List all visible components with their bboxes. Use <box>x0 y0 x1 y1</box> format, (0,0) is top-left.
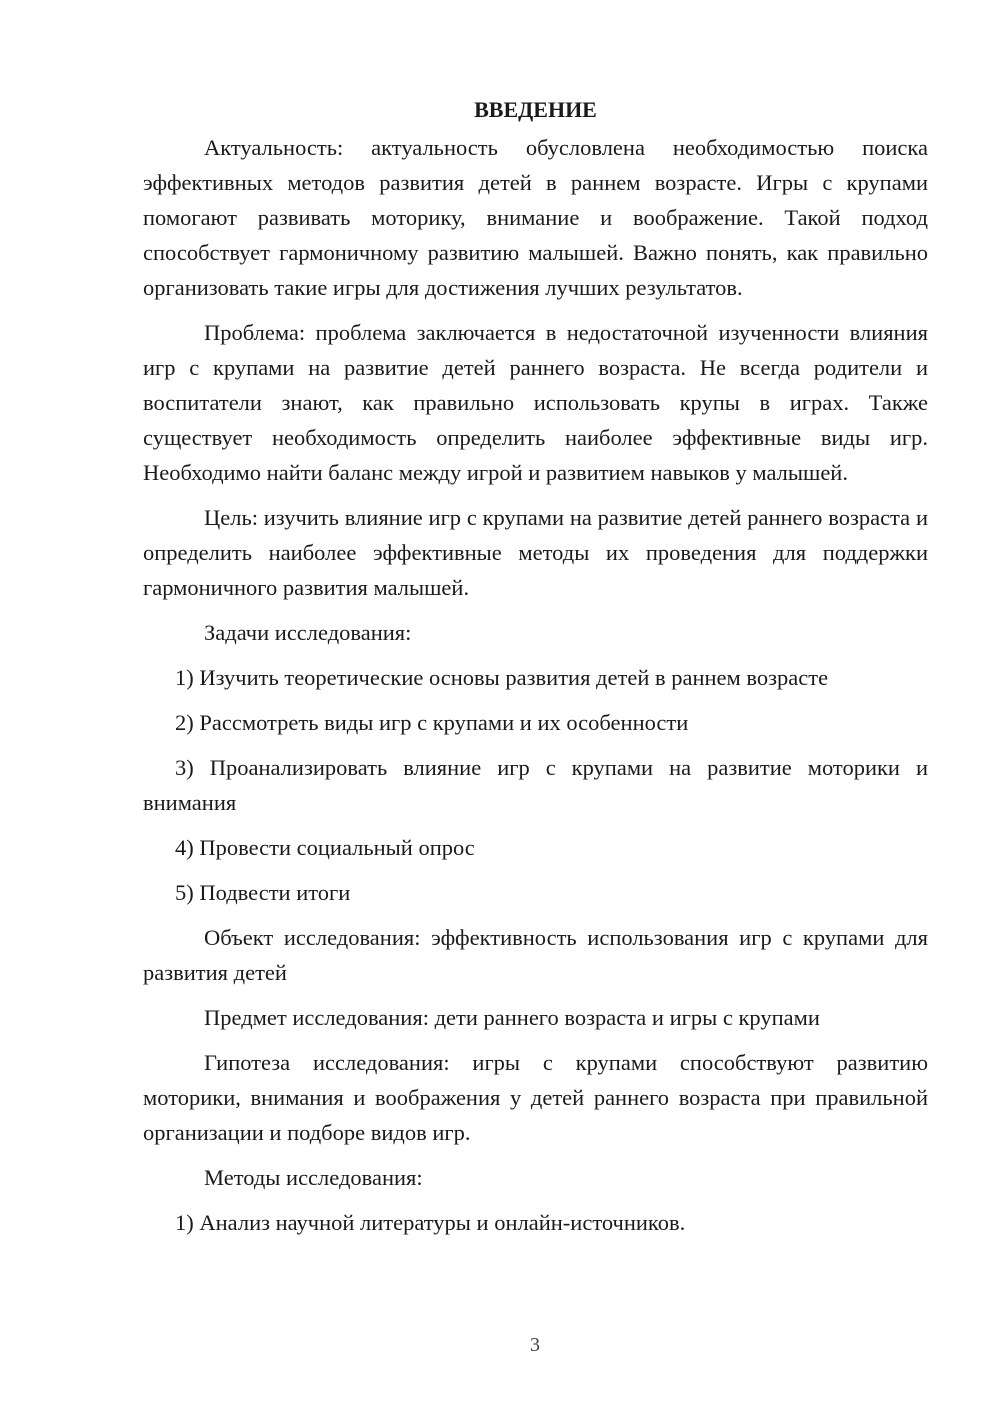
task-item-5: 5) Подвести итоги <box>175 880 351 905</box>
problem-paragraph: Проблема: проблема заключается в недостаточной изученности влияния игр с крупами на развитие детей раннего возраста. Не всегда родители и воспитатели знают, как правильно использовать крупы в играх. Также существует необходимость определить наиболее эффективные виды игр. Необходимо найти баланс между игрой и развитием навыков у малышей. <box>143 320 928 485</box>
goal-paragraph: Цель: изучить влияние игр с крупами на развитие детей раннего возраста и определить наиболее эффективные методы их проведения для поддержки гармоничного развития малышей. <box>143 505 928 600</box>
methods-heading: Методы исследования: <box>204 1165 423 1190</box>
task-item-4: 4) Провести социальный опрос <box>175 835 475 860</box>
object-paragraph: Объект исследования: эффективность использования игр с крупами для развития детей <box>143 925 928 985</box>
subject-paragraph: Предмет исследования: дети раннего возраста и игры с крупами <box>204 1005 820 1030</box>
task-item-1: 1) Изучить теоретические основы развития детей в раннем возрасте <box>175 665 829 690</box>
section-title: ВВЕДЕНИЕ <box>474 97 597 122</box>
relevance-paragraph: Актуальность: актуальность обусловлена необходимостью поиска эффективных методов развития детей в раннем возрасте. Игры с крупами помогают развивать моторику, внимание и воображение. Такой подход способствует гармоничному развитию малышей. Важно понять, как правильно организовать такие игры для достижения лучших результатов. <box>143 135 928 300</box>
task-item-2: 2) Рассмотреть виды игр с крупами и их особенности <box>175 710 689 735</box>
hypothesis-paragraph: Гипотеза исследования: игры с крупами способствуют развитию моторики, внимания и воображения у детей раннего возраста при правильной организации и подборе видов игр. <box>143 1050 928 1145</box>
document-page <box>143 92 928 1250</box>
tasks-heading: Задачи исследования: <box>204 620 412 645</box>
page-number: 3 <box>530 1334 540 1356</box>
task-item-3: 3) Проанализировать влияние игр с крупами на развитие моторики и внимания <box>143 755 928 815</box>
method-item-1: 1) Анализ научной литературы и онлайн-источников. <box>175 1210 686 1235</box>
